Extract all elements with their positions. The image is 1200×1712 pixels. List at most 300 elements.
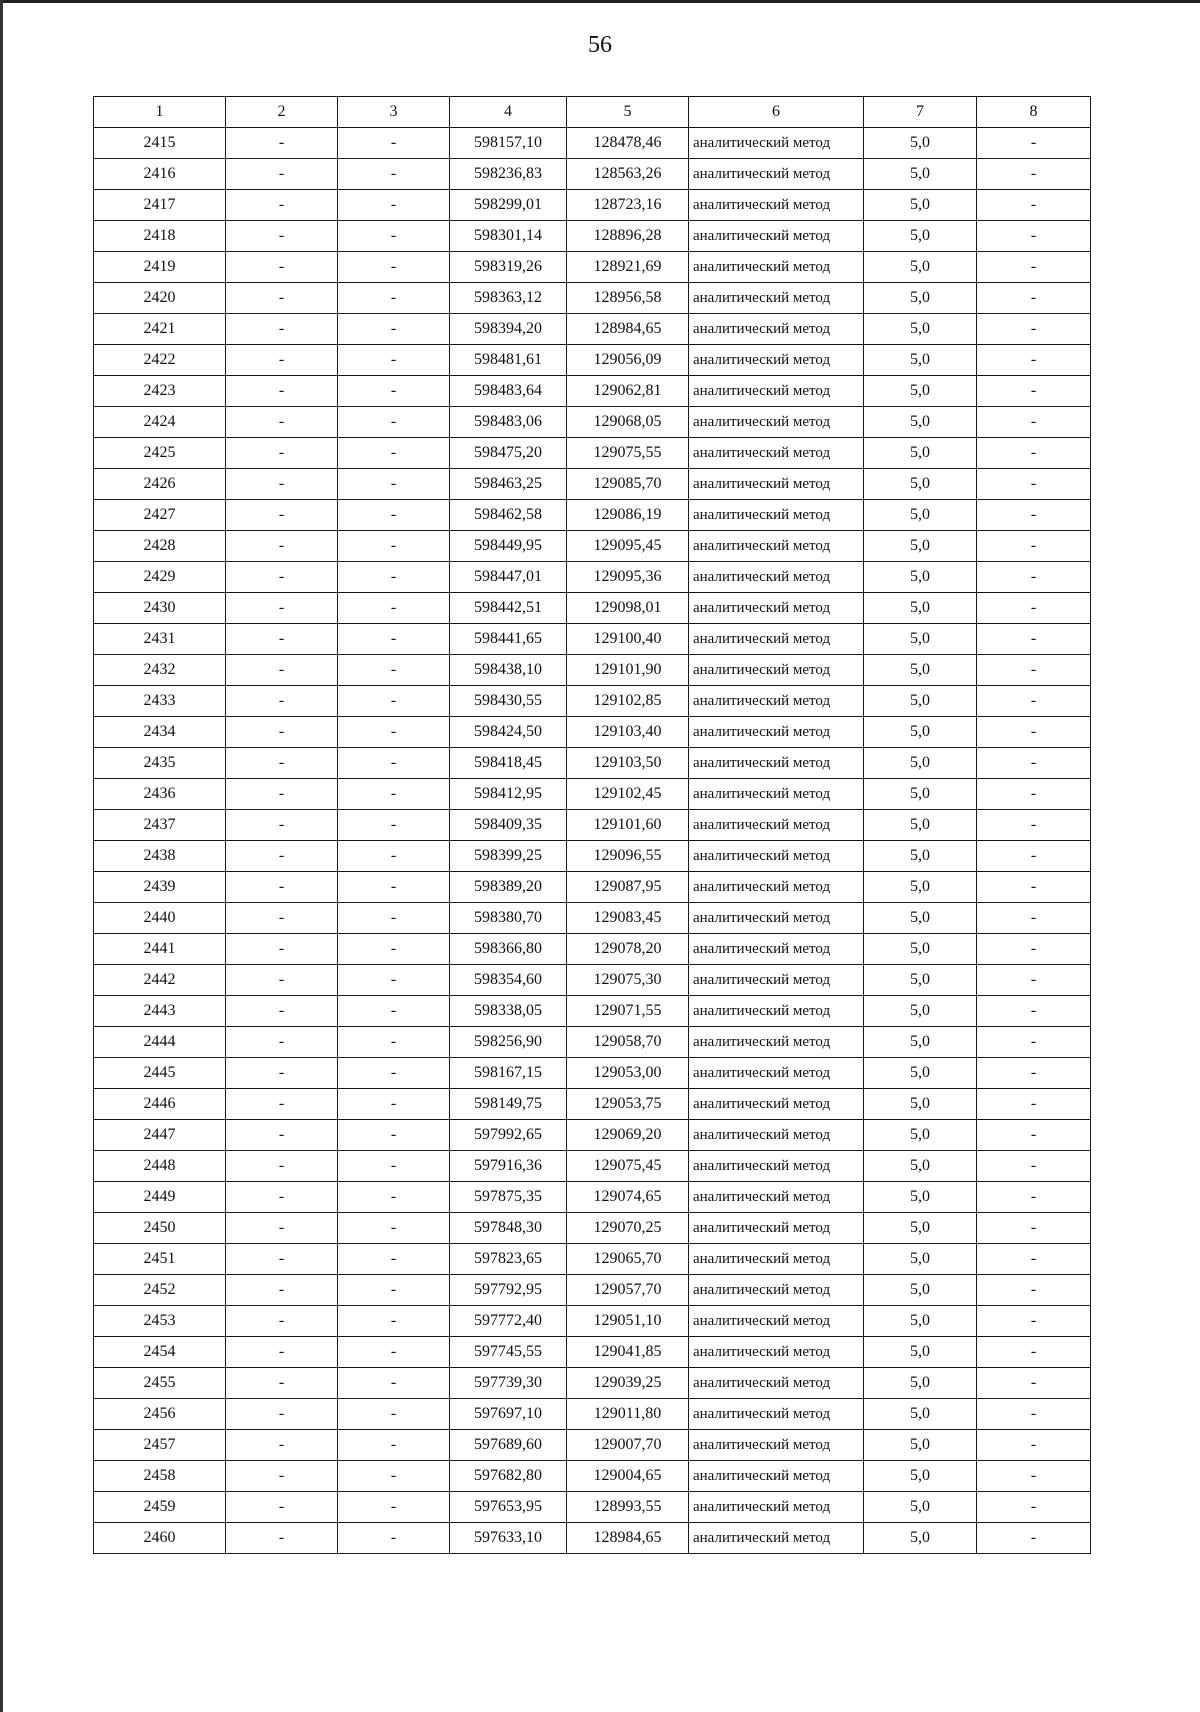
accuracy-cell: 5,0 xyxy=(864,159,977,190)
point-number-cell: 2418 xyxy=(94,221,226,252)
table-row xyxy=(94,469,1091,500)
table-row xyxy=(94,717,1091,748)
col8-cell: - xyxy=(977,128,1091,159)
x-coordinate-cell: 598167,15 xyxy=(450,1058,567,1089)
y-coordinate-cell: 129041,85 xyxy=(567,1337,689,1368)
accuracy-cell: 5,0 xyxy=(864,810,977,841)
table-body xyxy=(94,128,1091,1554)
point-number-cell: 2447 xyxy=(94,1120,226,1151)
table-row xyxy=(94,810,1091,841)
method-cell: аналитический метод xyxy=(689,283,864,314)
col2-cell: - xyxy=(226,841,338,872)
accuracy-cell: 5,0 xyxy=(864,221,977,252)
y-coordinate-cell: 128993,55 xyxy=(567,1492,689,1523)
col2-cell: - xyxy=(226,1399,338,1430)
col3-cell: - xyxy=(338,376,450,407)
table-row xyxy=(94,779,1091,810)
point-number-cell: 2428 xyxy=(94,531,226,562)
col2-cell: - xyxy=(226,1461,338,1492)
y-coordinate-cell: 129074,65 xyxy=(567,1182,689,1213)
table-row xyxy=(94,1027,1091,1058)
col2-cell: - xyxy=(226,1120,338,1151)
method-cell: аналитический метод xyxy=(689,1368,864,1399)
col8-cell: - xyxy=(977,1306,1091,1337)
table-row xyxy=(94,593,1091,624)
col3-cell: - xyxy=(338,190,450,221)
point-number-cell: 2422 xyxy=(94,345,226,376)
col8-cell: - xyxy=(977,872,1091,903)
x-coordinate-cell: 597633,10 xyxy=(450,1523,567,1554)
point-number-cell: 2444 xyxy=(94,1027,226,1058)
col3-cell: - xyxy=(338,717,450,748)
point-number-cell: 2439 xyxy=(94,872,226,903)
accuracy-cell: 5,0 xyxy=(864,376,977,407)
col8-cell: - xyxy=(977,779,1091,810)
col8-cell: - xyxy=(977,376,1091,407)
accuracy-cell: 5,0 xyxy=(864,562,977,593)
table-row xyxy=(94,1461,1091,1492)
point-number-cell: 2426 xyxy=(94,469,226,500)
y-coordinate-cell: 129085,70 xyxy=(567,469,689,500)
point-number-cell: 2454 xyxy=(94,1337,226,1368)
y-coordinate-cell: 129039,25 xyxy=(567,1368,689,1399)
accuracy-cell: 5,0 xyxy=(864,655,977,686)
col2-cell: - xyxy=(226,1368,338,1399)
accuracy-cell: 5,0 xyxy=(864,1182,977,1213)
col3-cell: - xyxy=(338,748,450,779)
col8-cell: - xyxy=(977,283,1091,314)
point-number-cell: 2425 xyxy=(94,438,226,469)
page-number: 56 xyxy=(588,32,612,58)
method-cell: аналитический метод xyxy=(689,872,864,903)
col2-cell: - xyxy=(226,252,338,283)
col2-cell: - xyxy=(226,1151,338,1182)
table-row xyxy=(94,1213,1091,1244)
x-coordinate-cell: 598449,95 xyxy=(450,531,567,562)
col2-cell: - xyxy=(226,1213,338,1244)
point-number-cell: 2438 xyxy=(94,841,226,872)
col8-cell: - xyxy=(977,159,1091,190)
accuracy-cell: 5,0 xyxy=(864,1027,977,1058)
col2-cell: - xyxy=(226,903,338,934)
y-coordinate-cell: 129075,30 xyxy=(567,965,689,996)
x-coordinate-cell: 598394,20 xyxy=(450,314,567,345)
point-number-cell: 2419 xyxy=(94,252,226,283)
y-coordinate-cell: 128563,26 xyxy=(567,159,689,190)
col8-cell: - xyxy=(977,1492,1091,1523)
x-coordinate-cell: 598256,90 xyxy=(450,1027,567,1058)
col2-cell: - xyxy=(226,314,338,345)
coordinates-table xyxy=(93,96,1091,1554)
point-number-cell: 2436 xyxy=(94,779,226,810)
y-coordinate-cell: 129087,95 xyxy=(567,872,689,903)
col2-cell: - xyxy=(226,345,338,376)
col3-cell: - xyxy=(338,1523,450,1554)
col3-cell: - xyxy=(338,1399,450,1430)
point-number-cell: 2427 xyxy=(94,500,226,531)
col8-cell: - xyxy=(977,1337,1091,1368)
point-number-cell: 2440 xyxy=(94,903,226,934)
point-number-cell: 2430 xyxy=(94,593,226,624)
table-row xyxy=(94,1275,1091,1306)
method-cell: аналитический метод xyxy=(689,934,864,965)
accuracy-cell: 5,0 xyxy=(864,965,977,996)
y-coordinate-cell: 129075,45 xyxy=(567,1151,689,1182)
col3-cell: - xyxy=(338,283,450,314)
accuracy-cell: 5,0 xyxy=(864,1399,977,1430)
col3-cell: - xyxy=(338,965,450,996)
col3-cell: - xyxy=(338,872,450,903)
method-cell: аналитический метод xyxy=(689,1275,864,1306)
col2-cell: - xyxy=(226,1306,338,1337)
col8-cell: - xyxy=(977,190,1091,221)
accuracy-cell: 5,0 xyxy=(864,314,977,345)
col3-cell: - xyxy=(338,1306,450,1337)
table-row xyxy=(94,1306,1091,1337)
col8-cell: - xyxy=(977,810,1091,841)
y-coordinate-cell: 129083,45 xyxy=(567,903,689,934)
method-cell: аналитический метод xyxy=(689,996,864,1027)
table-row xyxy=(94,252,1091,283)
table-row xyxy=(94,1244,1091,1275)
x-coordinate-cell: 598481,61 xyxy=(450,345,567,376)
point-number-cell: 2424 xyxy=(94,407,226,438)
table-row xyxy=(94,841,1091,872)
point-number-cell: 2451 xyxy=(94,1244,226,1275)
point-number-cell: 2450 xyxy=(94,1213,226,1244)
col3-cell: - xyxy=(338,1244,450,1275)
point-number-cell: 2421 xyxy=(94,314,226,345)
accuracy-cell: 5,0 xyxy=(864,717,977,748)
col2-cell: - xyxy=(226,686,338,717)
x-coordinate-cell: 598441,65 xyxy=(450,624,567,655)
point-number-cell: 2457 xyxy=(94,1430,226,1461)
method-cell: аналитический метод xyxy=(689,1399,864,1430)
x-coordinate-cell: 598483,06 xyxy=(450,407,567,438)
x-coordinate-cell: 598475,20 xyxy=(450,438,567,469)
y-coordinate-cell: 128478,46 xyxy=(567,128,689,159)
col8-cell: - xyxy=(977,562,1091,593)
accuracy-cell: 5,0 xyxy=(864,1430,977,1461)
col3-cell: - xyxy=(338,1213,450,1244)
col2-cell: - xyxy=(226,779,338,810)
x-coordinate-cell: 598430,55 xyxy=(450,686,567,717)
point-number-cell: 2437 xyxy=(94,810,226,841)
col2-cell: - xyxy=(226,1337,338,1368)
point-number-cell: 2417 xyxy=(94,190,226,221)
col2-cell: - xyxy=(226,655,338,686)
point-number-cell: 2420 xyxy=(94,283,226,314)
x-coordinate-cell: 597848,30 xyxy=(450,1213,567,1244)
table-header-row xyxy=(94,97,1091,128)
y-coordinate-cell: 129004,65 xyxy=(567,1461,689,1492)
table-row xyxy=(94,1337,1091,1368)
col2-cell: - xyxy=(226,1244,338,1275)
col2-cell: - xyxy=(226,562,338,593)
col8-cell: - xyxy=(977,314,1091,345)
method-cell: аналитический метод xyxy=(689,314,864,345)
col3-cell: - xyxy=(338,934,450,965)
method-cell: аналитический метод xyxy=(689,810,864,841)
col3-cell: - xyxy=(338,314,450,345)
col8-cell: - xyxy=(977,903,1091,934)
y-coordinate-cell: 129065,70 xyxy=(567,1244,689,1275)
col3-cell: - xyxy=(338,1182,450,1213)
col2-cell: - xyxy=(226,1089,338,1120)
table-row xyxy=(94,562,1091,593)
point-number-cell: 2443 xyxy=(94,996,226,1027)
x-coordinate-cell: 598447,01 xyxy=(450,562,567,593)
col3-cell: - xyxy=(338,1492,450,1523)
col8-cell: - xyxy=(977,1058,1091,1089)
y-coordinate-cell: 129103,40 xyxy=(567,717,689,748)
method-cell: аналитический метод xyxy=(689,469,864,500)
y-coordinate-cell: 128984,65 xyxy=(567,1523,689,1554)
col8-cell: - xyxy=(977,1213,1091,1244)
col3-cell: - xyxy=(338,500,450,531)
method-cell: аналитический метод xyxy=(689,1430,864,1461)
x-coordinate-cell: 598149,75 xyxy=(450,1089,567,1120)
table-row xyxy=(94,996,1091,1027)
point-number-cell: 2431 xyxy=(94,624,226,655)
y-coordinate-cell: 129057,70 xyxy=(567,1275,689,1306)
x-coordinate-cell: 598319,26 xyxy=(450,252,567,283)
col3-cell: - xyxy=(338,252,450,283)
col2-cell: - xyxy=(226,872,338,903)
col8-cell: - xyxy=(977,1399,1091,1430)
column-header-4: 4 xyxy=(450,97,567,128)
x-coordinate-cell: 598399,25 xyxy=(450,841,567,872)
accuracy-cell: 5,0 xyxy=(864,748,977,779)
method-cell: аналитический метод xyxy=(689,748,864,779)
method-cell: аналитический метод xyxy=(689,376,864,407)
method-cell: аналитический метод xyxy=(689,779,864,810)
point-number-cell: 2456 xyxy=(94,1399,226,1430)
left-border-line xyxy=(0,0,3,1712)
method-cell: аналитический метод xyxy=(689,1492,864,1523)
table-row xyxy=(94,345,1091,376)
col8-cell: - xyxy=(977,593,1091,624)
col2-cell: - xyxy=(226,965,338,996)
column-header-6: 6 xyxy=(689,97,864,128)
method-cell: аналитический метод xyxy=(689,1213,864,1244)
col8-cell: - xyxy=(977,934,1091,965)
accuracy-cell: 5,0 xyxy=(864,1058,977,1089)
col2-cell: - xyxy=(226,159,338,190)
point-number-cell: 2434 xyxy=(94,717,226,748)
y-coordinate-cell: 129103,50 xyxy=(567,748,689,779)
col2-cell: - xyxy=(226,1182,338,1213)
col3-cell: - xyxy=(338,686,450,717)
col8-cell: - xyxy=(977,438,1091,469)
col8-cell: - xyxy=(977,655,1091,686)
table-row xyxy=(94,128,1091,159)
method-cell: аналитический метод xyxy=(689,159,864,190)
col8-cell: - xyxy=(977,500,1091,531)
col2-cell: - xyxy=(226,810,338,841)
y-coordinate-cell: 129086,19 xyxy=(567,500,689,531)
col8-cell: - xyxy=(977,531,1091,562)
col3-cell: - xyxy=(338,779,450,810)
table-row xyxy=(94,500,1091,531)
col2-cell: - xyxy=(226,717,338,748)
x-coordinate-cell: 597739,30 xyxy=(450,1368,567,1399)
col8-cell: - xyxy=(977,1089,1091,1120)
y-coordinate-cell: 129101,90 xyxy=(567,655,689,686)
method-cell: аналитический метод xyxy=(689,221,864,252)
col8-cell: - xyxy=(977,1151,1091,1182)
point-number-cell: 2435 xyxy=(94,748,226,779)
table-row xyxy=(94,159,1091,190)
y-coordinate-cell: 129071,55 xyxy=(567,996,689,1027)
table-row xyxy=(94,1120,1091,1151)
method-cell: аналитический метод xyxy=(689,1337,864,1368)
table-row xyxy=(94,407,1091,438)
col8-cell: - xyxy=(977,1027,1091,1058)
point-number-cell: 2460 xyxy=(94,1523,226,1554)
col2-cell: - xyxy=(226,1492,338,1523)
y-coordinate-cell: 128984,65 xyxy=(567,314,689,345)
col2-cell: - xyxy=(226,996,338,1027)
point-number-cell: 2415 xyxy=(94,128,226,159)
method-cell: аналитический метод xyxy=(689,1151,864,1182)
accuracy-cell: 5,0 xyxy=(864,1244,977,1275)
table-row xyxy=(94,1430,1091,1461)
method-cell: аналитический метод xyxy=(689,1182,864,1213)
method-cell: аналитический метод xyxy=(689,1523,864,1554)
table-row xyxy=(94,872,1091,903)
column-header-1: 1 xyxy=(94,97,226,128)
col3-cell: - xyxy=(338,1337,450,1368)
col8-cell: - xyxy=(977,1120,1091,1151)
x-coordinate-cell: 598363,12 xyxy=(450,283,567,314)
y-coordinate-cell: 129095,45 xyxy=(567,531,689,562)
col8-cell: - xyxy=(977,624,1091,655)
y-coordinate-cell: 129096,55 xyxy=(567,841,689,872)
method-cell: аналитический метод xyxy=(689,903,864,934)
col3-cell: - xyxy=(338,1275,450,1306)
col2-cell: - xyxy=(226,934,338,965)
x-coordinate-cell: 598483,64 xyxy=(450,376,567,407)
table-row xyxy=(94,1523,1091,1554)
method-cell: аналитический метод xyxy=(689,1058,864,1089)
point-number-cell: 2442 xyxy=(94,965,226,996)
y-coordinate-cell: 129011,80 xyxy=(567,1399,689,1430)
point-number-cell: 2432 xyxy=(94,655,226,686)
x-coordinate-cell: 598462,58 xyxy=(450,500,567,531)
point-number-cell: 2453 xyxy=(94,1306,226,1337)
y-coordinate-cell: 129062,81 xyxy=(567,376,689,407)
accuracy-cell: 5,0 xyxy=(864,1089,977,1120)
col8-cell: - xyxy=(977,996,1091,1027)
col2-cell: - xyxy=(226,531,338,562)
method-cell: аналитический метод xyxy=(689,1244,864,1275)
method-cell: аналитический метод xyxy=(689,1306,864,1337)
method-cell: аналитический метод xyxy=(689,1120,864,1151)
method-cell: аналитический метод xyxy=(689,1461,864,1492)
accuracy-cell: 5,0 xyxy=(864,345,977,376)
y-coordinate-cell: 129058,70 xyxy=(567,1027,689,1058)
col8-cell: - xyxy=(977,748,1091,779)
col8-cell: - xyxy=(977,841,1091,872)
accuracy-cell: 5,0 xyxy=(864,903,977,934)
col3-cell: - xyxy=(338,128,450,159)
y-coordinate-cell: 129078,20 xyxy=(567,934,689,965)
method-cell: аналитический метод xyxy=(689,500,864,531)
accuracy-cell: 5,0 xyxy=(864,1213,977,1244)
accuracy-cell: 5,0 xyxy=(864,1275,977,1306)
method-cell: аналитический метод xyxy=(689,438,864,469)
method-cell: аналитический метод xyxy=(689,190,864,221)
col3-cell: - xyxy=(338,1058,450,1089)
y-coordinate-cell: 129007,70 xyxy=(567,1430,689,1461)
method-cell: аналитический метод xyxy=(689,1089,864,1120)
y-coordinate-cell: 129101,60 xyxy=(567,810,689,841)
point-number-cell: 2455 xyxy=(94,1368,226,1399)
point-number-cell: 2459 xyxy=(94,1492,226,1523)
point-number-cell: 2429 xyxy=(94,562,226,593)
table-row xyxy=(94,221,1091,252)
col3-cell: - xyxy=(338,1027,450,1058)
table-row xyxy=(94,531,1091,562)
x-coordinate-cell: 597689,60 xyxy=(450,1430,567,1461)
x-coordinate-cell: 597992,65 xyxy=(450,1120,567,1151)
table-row xyxy=(94,1089,1091,1120)
col2-cell: - xyxy=(226,1523,338,1554)
col2-cell: - xyxy=(226,1027,338,1058)
table-row xyxy=(94,934,1091,965)
col2-cell: - xyxy=(226,593,338,624)
y-coordinate-cell: 129098,01 xyxy=(567,593,689,624)
col8-cell: - xyxy=(977,345,1091,376)
y-coordinate-cell: 129069,20 xyxy=(567,1120,689,1151)
accuracy-cell: 5,0 xyxy=(864,841,977,872)
y-coordinate-cell: 129095,36 xyxy=(567,562,689,593)
x-coordinate-cell: 597916,36 xyxy=(450,1151,567,1182)
col2-cell: - xyxy=(226,438,338,469)
accuracy-cell: 5,0 xyxy=(864,438,977,469)
col3-cell: - xyxy=(338,345,450,376)
x-coordinate-cell: 598157,10 xyxy=(450,128,567,159)
table-row xyxy=(94,655,1091,686)
table-row xyxy=(94,1368,1091,1399)
method-cell: аналитический метод xyxy=(689,686,864,717)
x-coordinate-cell: 598418,45 xyxy=(450,748,567,779)
point-number-cell: 2441 xyxy=(94,934,226,965)
col8-cell: - xyxy=(977,469,1091,500)
x-coordinate-cell: 597792,95 xyxy=(450,1275,567,1306)
col3-cell: - xyxy=(338,996,450,1027)
y-coordinate-cell: 128956,58 xyxy=(567,283,689,314)
y-coordinate-cell: 129100,40 xyxy=(567,624,689,655)
y-coordinate-cell: 129102,85 xyxy=(567,686,689,717)
column-header-2: 2 xyxy=(226,97,338,128)
point-number-cell: 2458 xyxy=(94,1461,226,1492)
method-cell: аналитический метод xyxy=(689,345,864,376)
column-header-8: 8 xyxy=(977,97,1091,128)
y-coordinate-cell: 129068,05 xyxy=(567,407,689,438)
table-row xyxy=(94,1399,1091,1430)
col8-cell: - xyxy=(977,252,1091,283)
table-row xyxy=(94,965,1091,996)
table-row xyxy=(94,190,1091,221)
column-header-5: 5 xyxy=(567,97,689,128)
column-header-3: 3 xyxy=(338,97,450,128)
method-cell: аналитический метод xyxy=(689,252,864,283)
x-coordinate-cell: 598438,10 xyxy=(450,655,567,686)
method-cell: аналитический метод xyxy=(689,624,864,655)
col8-cell: - xyxy=(977,1461,1091,1492)
